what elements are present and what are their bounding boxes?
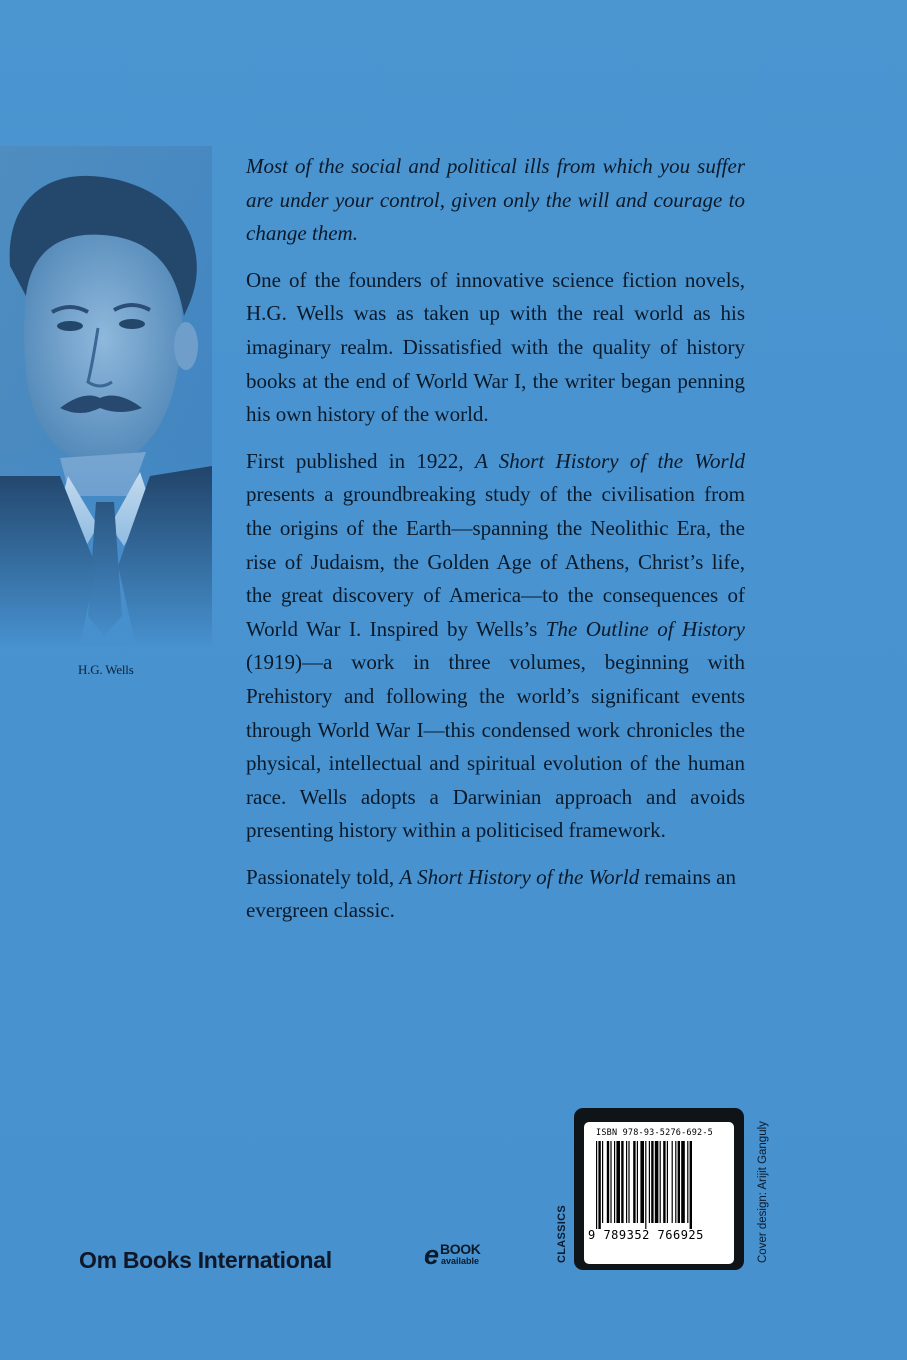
- author-quote: Most of the social and political ills from which you suffer are under your control, given only the will and courage to change them.: [246, 154, 745, 246]
- barcode-bar: [660, 1141, 661, 1223]
- blurb: [246, 150, 745, 941]
- category-text: CLASSICS: [556, 1204, 569, 1264]
- publisher-logo: Om Books International: [79, 1247, 332, 1273]
- category-label: [551, 1202, 571, 1272]
- blurb-paragraph-3: [246, 861, 745, 928]
- p2-text-c: (1919)—a work in three volumes, beginning with Prehistory and following the world’s significant events through World War I—this condensed work chronicles the physical, intellectual and spiritual evolution of the human race. Wells adopts a Darwinian approach and avoids presenting history within a politicised framework.: [246, 650, 745, 843]
- blurb-paragraph-1: One of the founders of innovative science fiction novels, H.G. Wells was as taken up with the real world as his imaginary realm. Dissatisfied with the quality of history books at the end of World War I, the writer began penning his own history of the world.: [246, 267, 745, 427]
- isbn-digits: 9 789352 766925: [588, 1228, 704, 1242]
- ebook-book-label: BOOK: [440, 1241, 481, 1257]
- barcode-bar: [616, 1141, 620, 1223]
- book-title-italic: A Short History of the World: [474, 448, 745, 473]
- barcode-bar: [637, 1141, 638, 1223]
- portrait-caption: H.G. Wells: [78, 662, 134, 677]
- barcode-bar: [675, 1141, 676, 1223]
- book-title-italic-2: A Short History of the World: [399, 864, 640, 889]
- barcode-bar: [663, 1141, 665, 1223]
- barcode-bar: [672, 1141, 673, 1223]
- barcode-bar: [633, 1141, 635, 1223]
- barcode-bar: [610, 1141, 611, 1223]
- barcode-bar: [681, 1141, 685, 1223]
- p2-text-b: presents a groundbreaking study of the civilisation from the origins of the Earth—spanning the Neolithic Era, the rise of Judaism, the Golden Age of Athens, Christ’s life, the great discovery of America—to the consequences of World War I. Inspired by Wells’s: [246, 482, 745, 641]
- portrait-image: [0, 146, 212, 646]
- barcode-bar: [621, 1141, 623, 1223]
- ebook-e-letter: e: [424, 1240, 440, 1270]
- barcode-panel: [574, 1108, 744, 1270]
- barcode-bar: [598, 1141, 600, 1229]
- blurb-paragraph-2: [246, 445, 745, 848]
- barcode-bar: [602, 1141, 603, 1223]
- barcode-bar: [628, 1141, 629, 1223]
- p3-text-b: remains an evergreen classic.: [246, 864, 736, 923]
- cover-credit: [752, 1110, 770, 1270]
- barcode-area: [584, 1122, 734, 1264]
- publisher-url: www.ombooksinternational.com: [597, 1252, 721, 1261]
- barcode-bar: [596, 1141, 597, 1229]
- cover-credit-text: Cover design: Arijit Ganguly: [757, 1121, 769, 1263]
- barcode-bar: [687, 1141, 688, 1223]
- p2-text-a: First published in 1922,: [246, 448, 475, 473]
- barcode-bar: [649, 1141, 650, 1223]
- barcode-bar: [640, 1141, 644, 1223]
- outline-title-italic: The Outline of History: [545, 616, 746, 641]
- barcode-bars: [596, 1141, 722, 1229]
- author-portrait: [0, 146, 212, 646]
- isbn-label: ISBN 978-93-5276-692-5: [596, 1128, 713, 1138]
- barcode-bar: [626, 1141, 627, 1223]
- barcode-bar: [690, 1141, 692, 1229]
- barcode-bar: [655, 1141, 659, 1223]
- p3-text-a: Passionately told,: [246, 864, 400, 889]
- ebook-available-badge: [424, 1240, 486, 1272]
- barcode-bar: [678, 1141, 680, 1223]
- barcode-bar: [607, 1141, 609, 1223]
- ebook-available-label: available: [441, 1256, 480, 1266]
- barcode-bar: [645, 1141, 646, 1229]
- barcode-bar: [614, 1141, 615, 1223]
- barcode-bar: [651, 1141, 653, 1223]
- barcode-bar: [667, 1141, 668, 1223]
